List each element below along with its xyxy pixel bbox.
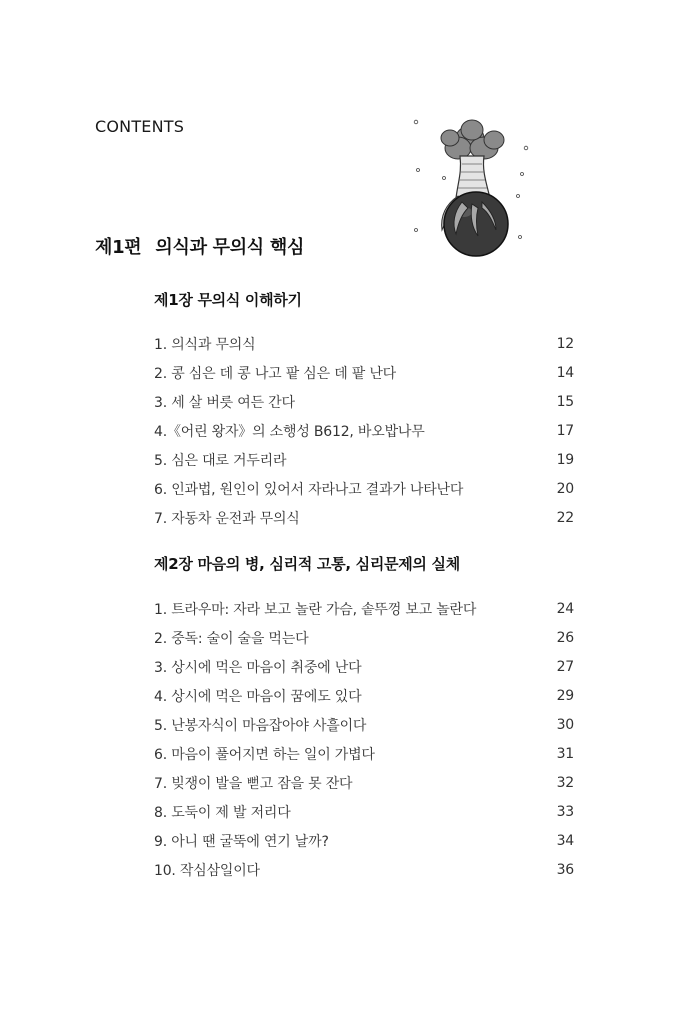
toc-entry[interactable]: [154, 503, 574, 532]
chapter-title: 제1장 무의식 이해하기: [154, 291, 302, 309]
toc-entry[interactable]: [154, 358, 574, 387]
entry-page: 33: [556, 803, 574, 820]
toc-entry[interactable]: [154, 855, 574, 884]
toc-entry[interactable]: [154, 416, 574, 445]
entry-page: 36: [556, 861, 574, 878]
toc-entry[interactable]: [154, 710, 574, 739]
entry-title: 6. 마음이 풀어지면 하는 일이 가볍다: [154, 746, 375, 763]
chapter-1-entries: [154, 329, 574, 532]
entry-title: 10. 작심삼일이다: [154, 862, 260, 879]
toc-entry[interactable]: [154, 797, 574, 826]
entry-title: 1. 의식과 무의식: [154, 336, 256, 353]
entry-page: 20: [556, 480, 574, 497]
entry-page: 32: [556, 774, 574, 791]
toc-entry[interactable]: [154, 826, 574, 855]
entry-title: 5. 심은 대로 거두리라: [154, 452, 287, 469]
entry-page: 12: [556, 335, 574, 352]
chapter-2: [154, 554, 574, 884]
entry-title: 8. 도둑이 제 발 저리다: [154, 804, 291, 821]
entry-page: 26: [556, 629, 574, 646]
baobab-planet-illustration: [408, 112, 538, 260]
entry-title: 3. 상시에 먹은 마음이 취중에 난다: [154, 659, 362, 676]
entry-page: 29: [556, 687, 574, 704]
entry-page: 14: [556, 364, 574, 381]
part-title: [95, 233, 304, 259]
chapter-title: 제2장 마음의 병, 심리적 고통, 심리문제의 실체: [154, 555, 460, 573]
entry-page: 27: [556, 658, 574, 675]
tree-crown: [441, 120, 504, 159]
entry-page: 22: [556, 509, 574, 526]
toc-entry[interactable]: [154, 594, 574, 623]
entry-title: 9. 아니 땐 굴뚝에 연기 날까?: [154, 833, 329, 850]
toc-entry[interactable]: [154, 681, 574, 710]
entry-title: 7. 빚쟁이 발을 뻗고 잠을 못 잔다: [154, 775, 353, 792]
toc-entry[interactable]: [154, 387, 574, 416]
entry-title: 2. 중독: 술이 술을 먹는다: [154, 630, 309, 647]
chapter-2-entries: [154, 594, 574, 884]
entry-title: 1. 트라우마: 자라 보고 놀란 가슴, 솥뚜껑 보고 놀란다: [154, 601, 477, 618]
chapter-1: [154, 290, 574, 532]
entry-title: 5. 난봉자식이 마음잡아야 사흘이다: [154, 717, 367, 734]
entry-page: 24: [556, 600, 574, 617]
entry-title: 2. 콩 심은 데 콩 나고 팥 심은 데 팥 난다: [154, 365, 396, 382]
toc-entry[interactable]: [154, 329, 574, 358]
toc-entry[interactable]: [154, 768, 574, 797]
part-number: 제1편: [95, 237, 142, 258]
entry-page: 34: [556, 832, 574, 849]
toc-entry[interactable]: [154, 474, 574, 503]
entry-title: 6. 인과법, 원인이 있어서 자라나고 결과가 나타난다: [154, 481, 464, 498]
toc-entry[interactable]: [154, 739, 574, 768]
contents-heading: CONTENTS: [95, 117, 185, 136]
entry-page: 19: [556, 451, 574, 468]
entry-title: 7. 자동차 운전과 무의식: [154, 510, 300, 527]
toc-entry[interactable]: [154, 445, 574, 474]
part-name: 의식과 무의식 핵심: [155, 237, 305, 258]
entry-page: 15: [556, 393, 574, 410]
entry-title: 4.《어린 왕자》의 소행성 B612, 바오밥나무: [154, 423, 425, 440]
entry-title: 4. 상시에 먹은 마음이 꿈에도 있다: [154, 688, 362, 705]
entry-page: 30: [556, 716, 574, 733]
entry-page: 17: [556, 422, 574, 439]
entry-page: 31: [556, 745, 574, 762]
toc-entry[interactable]: [154, 623, 574, 652]
toc-entry[interactable]: [154, 652, 574, 681]
entry-title: 3. 세 살 버릇 여든 간다: [154, 394, 295, 411]
